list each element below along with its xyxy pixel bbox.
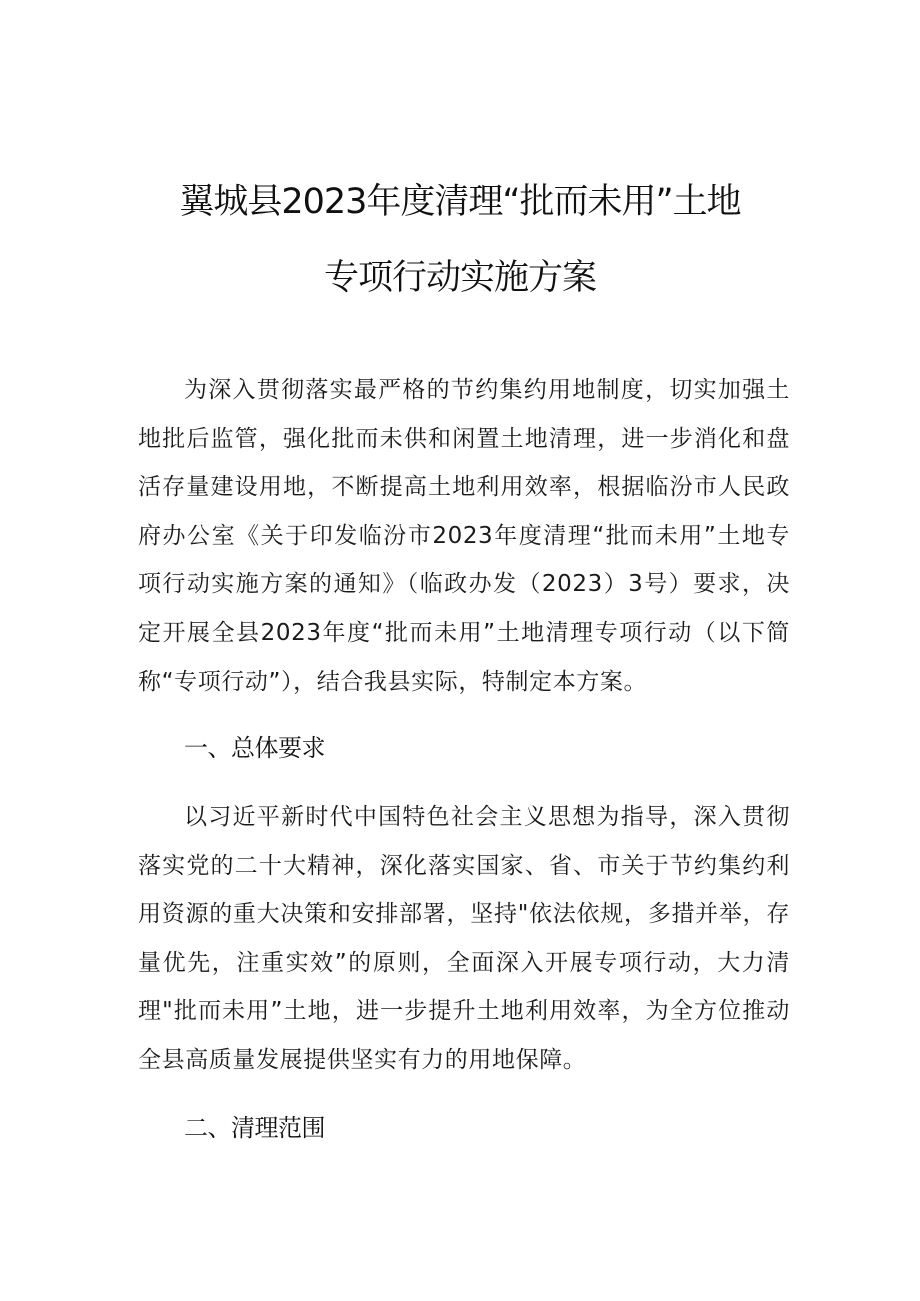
document-title-line-1: 翼城县2023年度清理“批而未用”土地	[179, 182, 741, 222]
document-title-line-2: 专项行动实施方案	[323, 258, 596, 298]
intro-paragraph: 为深入贯彻落实最严格的节约集约用地制度，切实加强土地批后监管，强化批而未供和闲置土地清理，进一步消化和盘活存量建设用地，不断提高土地利用效率，根据临汾市人民政府办公室《关于印发临汾市2023年度清理“批而未用”土地专项行动实施方案的通知》（临政办发（2023）3号）要求，决定开展全县2023年度“批而未用”土地清理专项行动（以下简称“专项行动”），结合我县实际，特制定本方案。	[138, 377, 790, 695]
section-1-paragraph: 以习近平新时代中国特色社会主义思想为指导，深入贯彻落实党的二十大精神，深化落实国家、省、市关于节约集约利用资源的重大决策和安排部署，坚持"依法依规，多措并举，存量优先，注重实效”的原则，全面深入开展专项行动，大力清理"批而未用”土地，进一步提升土地利用效率，为全方位推动全县高质量发展提供坚实有力的用地保障。	[138, 804, 790, 1073]
section-2-heading: 二、清理范围	[184, 1114, 325, 1142]
section-1-heading: 一、总体要求	[184, 734, 325, 762]
